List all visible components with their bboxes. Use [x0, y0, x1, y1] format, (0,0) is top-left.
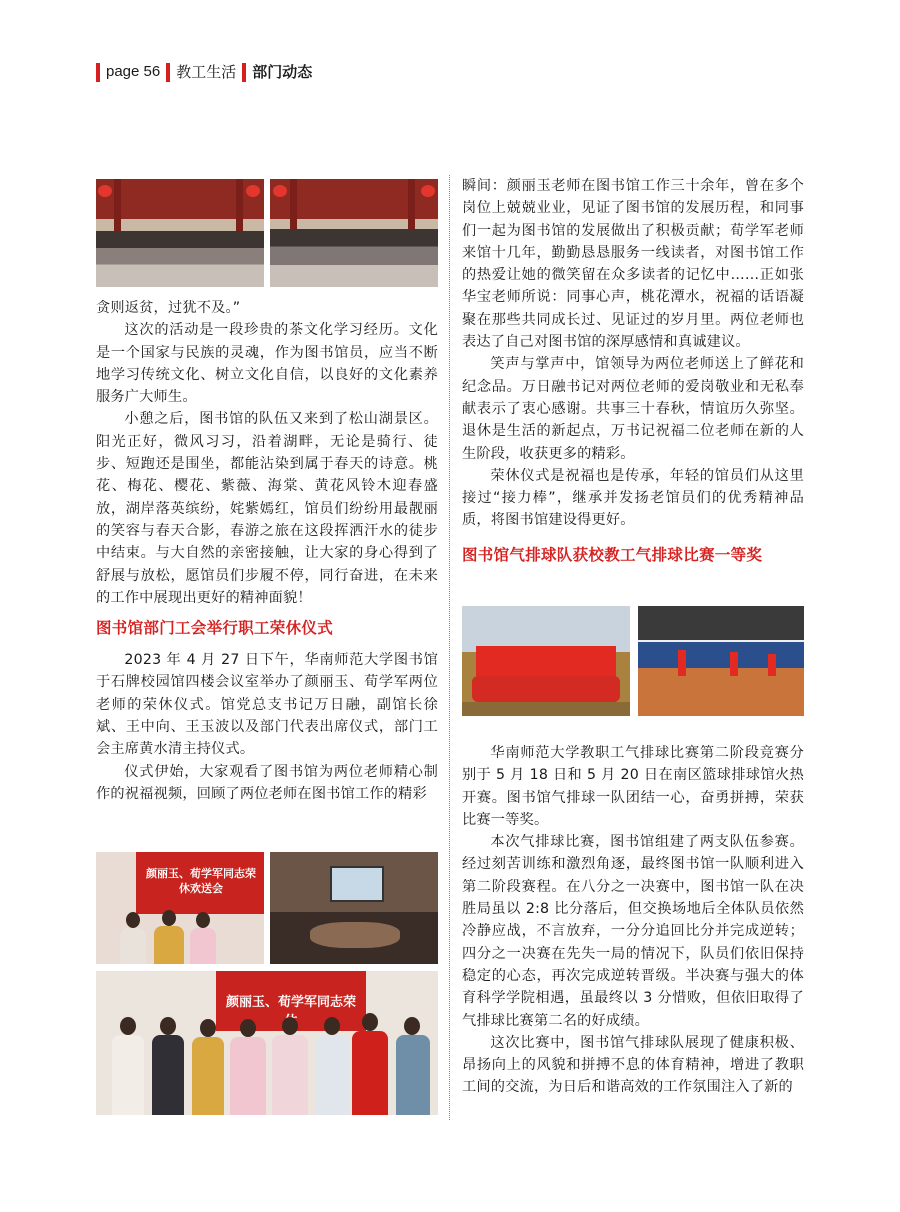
paragraph: 笑声与掌声中，馆领导为两位老师送上了鲜花和纪念品。万日融书记对两位老师的爱岗敬业和无私奉献表示了衷心感谢。共事三十春秋，情谊历久弥坚。退休是生活的新起点，万书记祝福二位老师在新的人生阶段，收获更多的精彩。	[462, 356, 804, 462]
right-column-upper	[462, 175, 804, 566]
column-divider	[449, 175, 450, 1120]
paragraph: 华南师范大学教职工气排球比赛第二阶段竞赛分别于 5 月 18 日和 5 月 20 日在南区篮球排球馆火热开赛。图书馆气排球一队团结一心，奋勇拼搏，荣获比赛一等奖。	[462, 745, 804, 828]
ceremony-photo-1	[96, 852, 264, 964]
ceremony-banner-2: 颜丽玉、荀学军同志荣	[225, 995, 356, 1010]
volleyball-team-photo	[462, 606, 630, 716]
ceremony-photo-3	[96, 971, 438, 1115]
paragraph: 2023 年 4 月 27 日下午，华南师范大学图书馆于石牌校园馆四楼会议室举办了颜丽玉、荀学军两位老师的荣休仪式。馆党总支书记万日融，副馆长徐斌、王中向、王玉波以及部门代表出席仪式，部门工会主席黄水清主持仪式。	[96, 652, 438, 758]
page-header	[96, 61, 312, 83]
paragraph: 小憩之后，图书馆的队伍又来到了松山湖景区。阳光正好，微风习习，沿着湖畔，无论是骑行、徒步、短跑还是围坐，都能沾染到属于春天的诗意。桃花、梅花、樱花、紫薇、海棠、黄花风铃木迎春盛放，湖岸落英缤纷，姹紫嫣红，馆员们纷纷用最靓丽的笑容与春天合影，春游之旅在这段挥洒汗水的徒步中结束。与大自然的亲密接触，让大家的身心得到了舒展与放松，愿馆员们步履不停，同行奋进，在未来的工作中展现出更好的精神面貌！	[96, 411, 438, 606]
header-category: 教工生活	[176, 63, 237, 81]
ceremony-photo-2	[270, 852, 438, 964]
section-heading-retirement: 图书馆部门工会举行职工荣休仪式	[96, 619, 334, 638]
paragraph: 本次气排球比赛，图书馆组建了两支队伍参赛。经过刻苦训练和激烈角逐，最终图书馆一队顺利进入第二阶段赛程。在八分之一决赛中，图书馆一队在决胜局虽以 2:8 比分落后，但交换场地后全体队员依然冷静应战，不言放弃，一分分追回比分并完成逆转；四分之一决赛在先失一局的情况下，队员们依旧保持稳定的心态，再次完成逆转晋级。半决赛与强大的体育科学学院相遇，虽最终以 3 分惜败，但依旧取得了气排球比赛第二名的好成绩。	[462, 834, 804, 1029]
paragraph: 瞬间：颜丽玉老师在图书馆工作三十余年，曾在多个岗位上兢兢业业，见证了图书馆的发展历程，和同事们一起为图书馆的发展做出了积极贡献；荀学军老师来馆十几年，勤勤恳恳服务一线读者，对图书馆工作的热爱让她的微笑留在众多读者的记忆中……正如张华宝老师所说：同事心声，桃花潭水，祝福的话语凝聚在那些共同成长过、见证过的岁月里。两位老师也表达了自己对图书馆的深厚感情和真诚建议。	[462, 178, 804, 351]
paragraph: 仪式伊始，大家观看了图书馆为两位老师精心制作的祝福视频，回顾了两位老师在图书馆工作的精彩	[96, 763, 438, 802]
paragraph: 贪则返贫，过犹不及。”	[96, 300, 241, 316]
paragraph: 荣休仪式是祝福也是传承，年轻的馆员们从这里接过“接力棒”，继承并发扬老馆员们的优秀精神品质，将图书馆建设得更好。	[462, 467, 804, 529]
page-number: page 56	[106, 63, 161, 80]
volleyball-match-photo	[638, 606, 804, 716]
paragraph: 这次的活动是一段珍贵的茶文化学习经历。文化是一个国家与民族的灵魂，作为图书馆员，应当不断地学习传统文化、树立文化自信，以良好的文化素养服务广大师生。	[96, 322, 438, 406]
header-section: 部门动态	[252, 63, 313, 81]
group-photo-1	[96, 179, 264, 287]
group-photo-2	[270, 179, 438, 287]
left-column	[96, 297, 438, 805]
header-bar	[242, 63, 246, 82]
header-bar	[166, 63, 170, 82]
header-bar	[96, 63, 100, 82]
section-heading-volleyball: 图书馆气排球队获校教工气排球比赛一等奖	[462, 545, 763, 564]
paragraph: 这次比赛中，图书馆气排球队展现了健康积极、昂扬向上的风貌和拼搏不息的体育精神，增进了教职工间的交流，为日后和谐高效的工作氛围注入了新的	[462, 1034, 804, 1096]
ceremony-banner-1: 颜丽玉、荀学军同志荣休欢送会	[146, 867, 256, 895]
right-column-lower	[462, 742, 804, 1099]
